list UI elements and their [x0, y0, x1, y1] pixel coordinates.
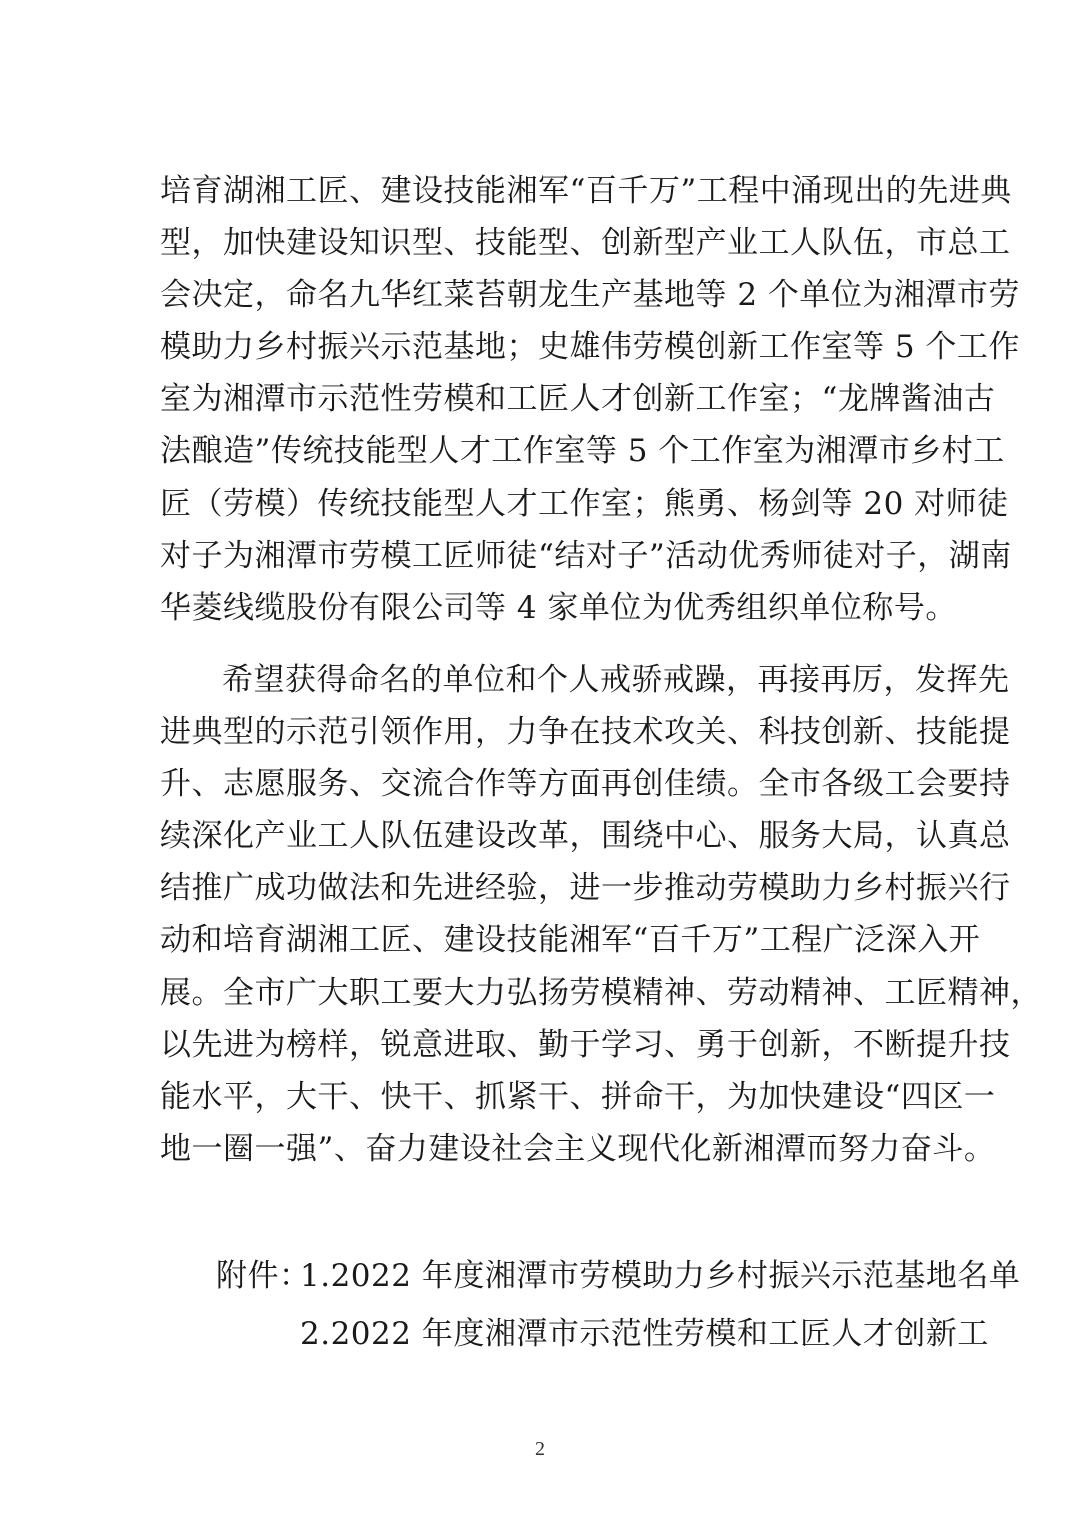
paragraph-line: 对子为湘潭市劳模工匠师徒“结对子”活动优秀师徒对子，湖南 [160, 538, 1012, 574]
page-number: 2 [535, 1438, 545, 1460]
paragraph-line: 能水平，大干、快干、抓紧干、拼命干，为加快建设“四区一 [160, 1079, 996, 1115]
paragraph-line: 培育湖湘工匠、建设技能湘军“百千万”工程中涌现出的先进典 [160, 173, 1012, 209]
paragraph-line: 动和培育湖湘工匠、建设技能湘军“百千万”工程广泛深入开 [160, 922, 981, 958]
paragraph-line: 法酿造”传统技能型人才工作室等 5 个工作室为湘潭市乡村工 [160, 433, 1005, 469]
paragraph-line: 地一圈一强”、奋力建设社会主义现代化新湘潭而努力奋斗。 [160, 1131, 996, 1167]
paragraph-line: 结推广成功做法和先进经验，进一步推动劳模助力乡村振兴行 [160, 870, 1011, 906]
paragraph-line: 续深化产业工人队伍建设改革，围绕中心、服务大局，认真总 [160, 818, 1011, 854]
attachment-item: 1.2022 年度湘潭市劳模助力乡村振兴示范基地名单 [300, 1258, 1021, 1294]
paragraph-line: 华菱线缆股份有限公司等 4 家单位为优秀组织单位称号。 [160, 590, 957, 626]
paragraph-line: 进典型的示范引领作用，力争在技术攻关、科技创新、技能提 [160, 714, 1011, 750]
paragraph-line: 展。全市广大职工要大力弘扬劳模精神、劳动精神、工匠精神， [160, 975, 1042, 1011]
attachments-label: 附件： [216, 1258, 311, 1294]
paragraph-line: 型，加快建设知识型、技能型、创新型产业工人队伍，市总工 [160, 225, 1011, 261]
attachment-item: 2.2022 年度湘潭市示范性劳模和工匠人才创新工 [300, 1316, 989, 1352]
paragraph-line: 模助力乡村振兴示范基地；史雄伟劳模创新工作室等 5 个工作 [160, 329, 1020, 365]
paragraph-line: 以先进为榜样，锐意进取、勤于学习、勇于创新，不断提升技 [160, 1027, 1011, 1063]
paragraph-line: 会决定，命名九华红菜苔朝龙生产基地等 2 个单位为湘潭市劳 [160, 277, 1020, 313]
paragraph-line: 室为湘潭市示范性劳模和工匠人才创新工作室；“龙牌酱油古 [160, 381, 996, 417]
paragraph-line: 升、志愿服务、交流合作等方面再创佳绩。全市各级工会要持 [160, 766, 1011, 802]
paragraph-line: 匠（劳模）传统技能型人才工作室；熊勇、杨剑等 20 对师徒 [160, 486, 1009, 522]
paragraph-line: 希望获得命名的单位和个人戒骄戒躁，再接再厉，发挥先 [222, 662, 1010, 698]
